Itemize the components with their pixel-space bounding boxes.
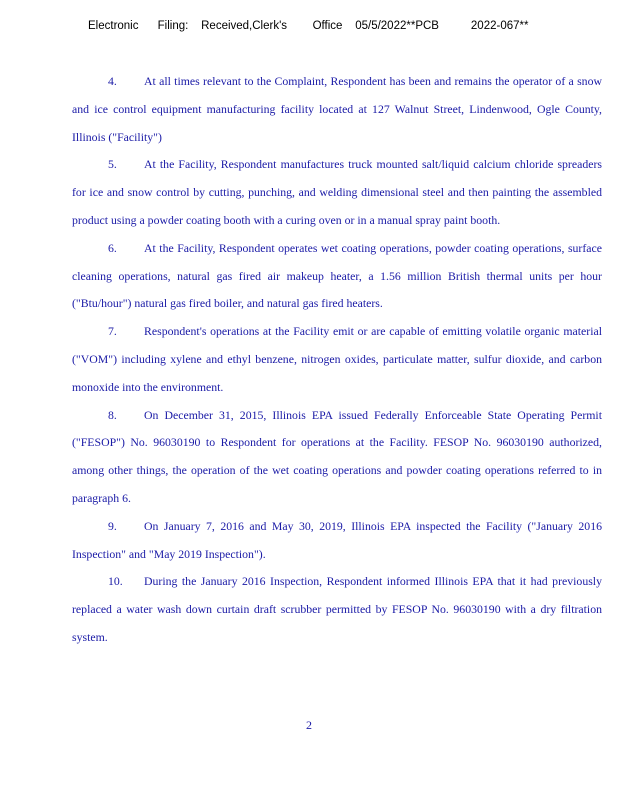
paragraph-4 xyxy=(72,68,602,151)
paragraph-text: At the Facility, Respondent operates wet coating operations, powder coating operations, surface cleaning operations, natural gas fired air makeup heater, a 1.56 million British thermal units per hour ("Btu/hour") natural gas fired boiler, and natural gas fired heaters. xyxy=(72,240,602,311)
filing-stamp-header: Electronic Filing: Received,Clerk's Office 05/5/2022**PCB 2022-067** xyxy=(88,20,529,32)
paragraph-5 xyxy=(72,151,602,234)
paragraph-9 xyxy=(72,513,602,569)
page-number: 2 xyxy=(306,718,312,732)
paragraph-text: Respondent's operations at the Facility emit or are capable of emitting volatile organic material ("VOM") including xylene and ethyl benzene, nitrogen oxides, particulate matter, sulfur dioxide, and carbon monoxide into the environment. xyxy=(72,324,602,394)
paragraph-number: 6. xyxy=(108,240,117,255)
paragraph-number: 8. xyxy=(108,407,117,422)
paragraph-number: 5. xyxy=(108,157,117,172)
paragraph-number: 7. xyxy=(108,324,117,339)
paragraph-number: 10. xyxy=(108,574,123,589)
paragraph-number: 4. xyxy=(108,74,117,88)
document-body xyxy=(72,68,602,652)
paragraph-8 xyxy=(72,402,602,513)
paragraph-text: On December 31, 2015, Illinois EPA issued Federally Enforceable State Operating Permit ("FESOP") No. 96030190 to Respondent for operations at the Facility. FESOP No. 96030190 authorized, among other things, the operation of the wet coating operations and powder coating operations referred to in paragraph 6. xyxy=(72,407,602,505)
paragraph-7 xyxy=(72,318,602,401)
paragraph-text: On January 7, 2016 and May 30, 2019, Illinois EPA inspected the Facility ("January 2016 Inspection" and "May 2019 Inspection"). xyxy=(72,518,602,561)
paragraph-10 xyxy=(72,568,602,651)
paragraph-text: At all times relevant to the Complaint, Respondent has been and remains the operator of a snow and ice control equipment manufacturing facility located at 127 Walnut Street, Lindenwood, Ogle County, Illinois ("Facility") xyxy=(72,74,602,144)
paragraph-text: At the Facility, Respondent manufactures truck mounted salt/liquid calcium chloride spreaders for ice and snow control by cutting, punching, and welding dimensional steel and then painting the assembled product using a powder coating booth with a curing oven or in a manual spray paint booth. xyxy=(72,157,602,227)
paragraph-number: 9. xyxy=(108,518,117,533)
paragraph-6 xyxy=(72,235,602,318)
paragraph-text: During the January 2016 Inspection, Respondent informed Illinois EPA that it had previously replaced a water wash down curtain draft scrubber permitted by FESOP No. 96030190 with a dry filtration system. xyxy=(72,574,602,644)
